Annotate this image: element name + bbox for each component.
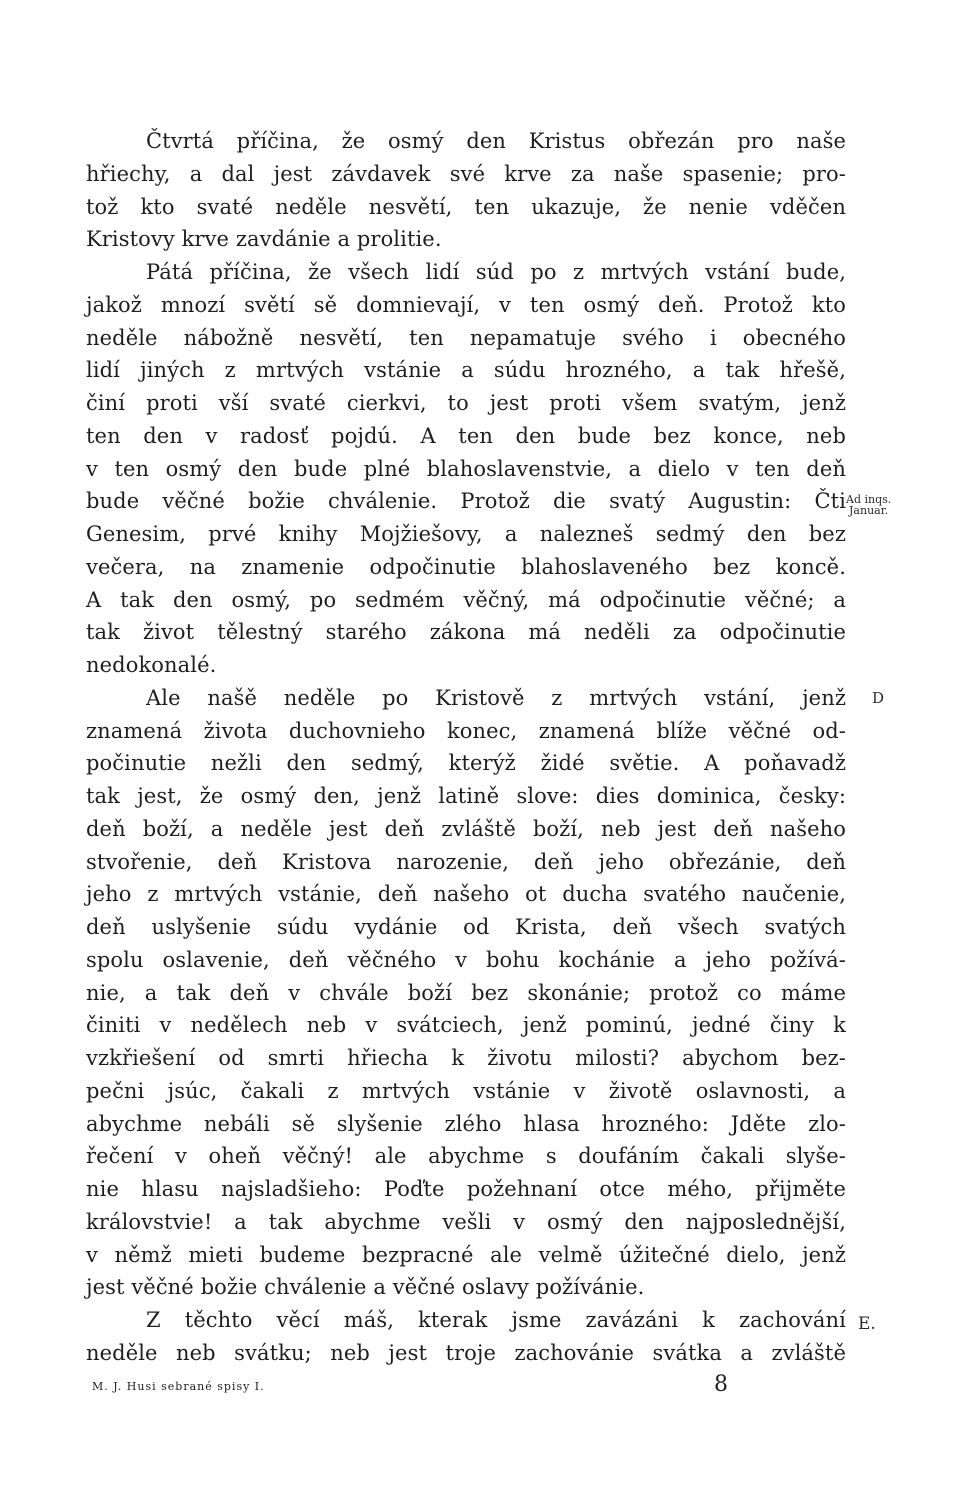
margin-mark-e: E.: [858, 1314, 876, 1334]
text-line: tož kto svaté neděle nesvětí, ten ukazuje, že nenie vděčen: [86, 194, 846, 219]
text-line: v ten osmý den bude plné blahoslavenstvie, a dielo v ten deň: [86, 456, 846, 481]
text-line: jeho z mrtvých vstánie, deň našeho ot ducha svatého naučenie,: [86, 882, 846, 907]
text-line: v němž mieti budeme bezpracné ale velmě úžitečné dielo, jenž: [86, 1242, 846, 1267]
text-line: večera, na znamenie odpočinutie blahoslaveného bez koncě.: [86, 554, 846, 579]
text-line: ten den v radosť pojdú. A ten den bude bez konce, neb: [86, 423, 846, 448]
text-line: řečení v oheň věčný! ale abychme s doufáním čakali slyše-: [86, 1144, 846, 1169]
text-line: bude věčné božie chválenie. Protož die svatý Augustin: Čti: [86, 489, 846, 514]
text-line: nie hlasu najsladšieho: Poďte požehnaní otce mého, přijměte: [86, 1177, 846, 1201]
margin-mark-d: D: [872, 689, 885, 707]
text-line: znamená života duchovnieho konec, znamená blíže věčné od-: [86, 718, 846, 743]
text-line: neděle neb svátku; neb jest troje zachovánie svátka a zvláště: [86, 1340, 846, 1365]
text-line: deň boží, a neděle jest deň zvláště boží, neb jest deň našeho: [86, 816, 846, 841]
text-line: spolu oslavenie, deň věčného v bohu kochánie a jeho požívá-: [86, 947, 846, 972]
text-line: lidí jiných z mrtvých vstánie a súdu hrozného, a tak hřešě,: [86, 358, 846, 383]
text-line: Čtvrtá příčina, že osmý den Kristus obřezán pro naše: [146, 129, 846, 153]
page-number: 8: [714, 1372, 728, 1397]
text-line: neděle nábožně nesvětí, ten nepamatuje svého i obecného: [86, 325, 846, 350]
text-line: hřiechy, a dal jest závdavek své krve za naše spasenie; pro-: [86, 161, 846, 186]
text-line: nie, a tak deň v chvále boží bez skonánie; protož co máme: [86, 980, 846, 1005]
text-line: A tak den osmý, po sedmém věčný, má odpočinutie věčné; a: [86, 587, 846, 612]
text-line: Z těchto věcí máš, kterak jsme zavázáni k zachování: [146, 1308, 846, 1332]
text-line: tak život tělestný starého zákona má neděli za odpočinutie: [86, 620, 846, 645]
text-line: stvořenie, deň Kristova narozenie, deň jeho obřezánie, deň: [86, 849, 846, 874]
text-line: Pátá příčina, že všech lidí súd po z mrtvých vstání bude,: [146, 260, 846, 284]
text-line: jakož mnozí světí sě domnievají, v ten osmý deň. Protož kto: [86, 292, 846, 317]
text-line: počinutie nežli den sedmý, kterýž židé světie. A poňavadž: [86, 751, 846, 776]
text-line: nedokonalé.: [86, 653, 217, 677]
margin-note-ad-inqs: [846, 494, 891, 516]
text-line: tak jest, že osmý den, jenž latině slove: dies dominica, česky:: [86, 784, 846, 808]
text-line: Kristovy krve zavdánie a prolitie.: [86, 227, 442, 252]
paragraph-4: [86, 1304, 846, 1370]
text-line: Ale našě neděle po Kristově z mrtvých vstání, jenž: [146, 685, 846, 710]
paragraph-1: [86, 125, 846, 256]
margin-note-line: Januar.: [849, 504, 889, 517]
text-line: královstvie! a tak abychme vešli v osmý den najposlednější,: [86, 1209, 846, 1234]
main-text: [86, 125, 846, 1370]
paragraph-3: [86, 682, 846, 1304]
paragraph-2: [86, 256, 846, 682]
text-line: jest věčné božie chválenie a věčné oslavy požívánie.: [86, 1275, 645, 1300]
text-line: abychme nebáli sě slyšenie zlého hlasa hrozného: Jděte zlo-: [86, 1111, 846, 1136]
margin-note-line: Ad inqs.: [846, 493, 892, 506]
footer-signature: M. J. Husi sebrané spisy I.: [92, 1380, 265, 1393]
text-line: pečni jsúc, čakali z mrtvých vstánie v životě oslavnosti, a: [86, 1078, 846, 1103]
text-line: deň uslyšenie súdu vydánie od Krista, deň všech svatých: [86, 915, 846, 939]
text-line: činí proti vší svaté cierkvi, to jest proti všem svatým, jenž: [86, 391, 846, 415]
text-line: Genesim, prvé knihy Mojžiešovy, a nalezneš sedmý den bez: [86, 522, 846, 546]
text-line: vzkřiešení od smrti hřiecha k životu milosti? abychom bez-: [86, 1046, 846, 1070]
text-line: činiti v nedělech neb v svátciech, jenž pominú, jedné činy k: [86, 1013, 846, 1038]
